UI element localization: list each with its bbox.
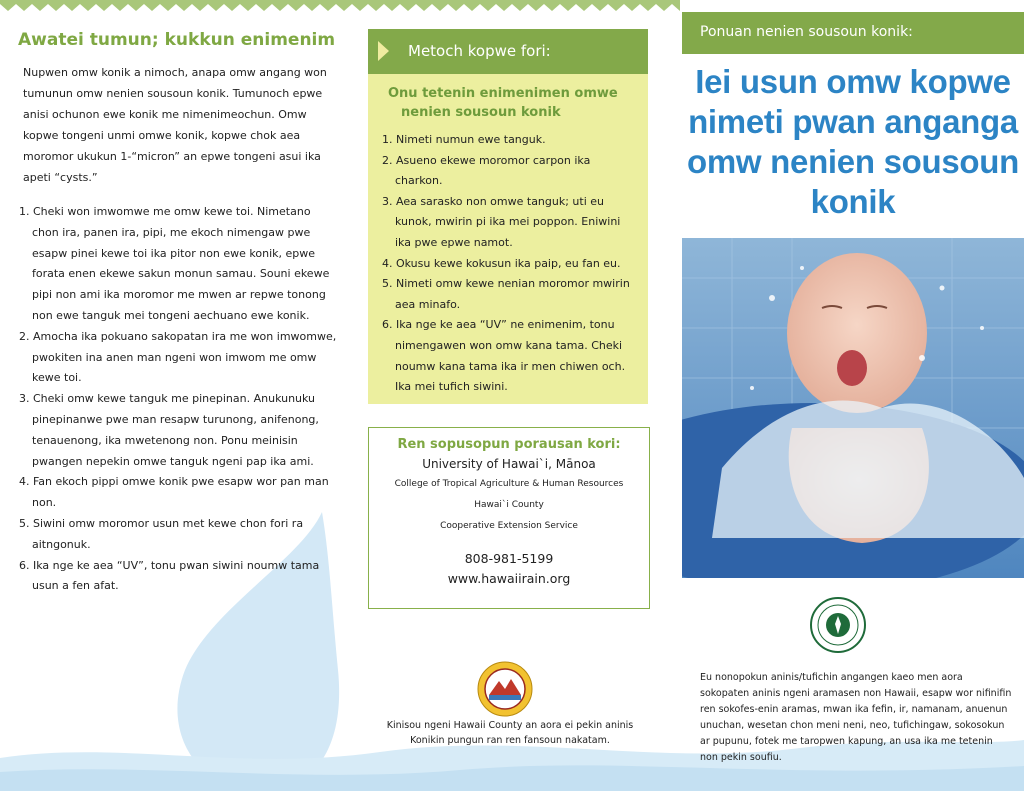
steps-box [368, 74, 648, 404]
right-banner-label: Ponuan nenien sousoun konik: [700, 24, 913, 40]
list-item: 3. Cheki omw kewe tanguk me pinepinan. Anukunuku pinepinanwe pwe man resapw turunong, anifenong, tenauenong, ika mwetenong non. Ponu meinisin pwangen nepekin omwe tanguk ngeni pap ika ami. [19, 392, 319, 468]
steps-heading-line2: nenien sousoun konik [401, 105, 561, 120]
arrow-right-icon [378, 41, 389, 61]
list-item: 5. Siwini omw moromor usun met kewe chon fori ra aitngonuk. [19, 516, 304, 551]
service-name: Cooperative Extension Service [440, 521, 578, 531]
list-item: 6. Ika nge ke aea “UV” ne enimenim, tonu nimengawen won omw kana tama. Cheki noumw kana tama ika ir men chiwen och. Ika mei tufich siwini. [382, 318, 626, 394]
list-item: 5. Nimeti omw kewe nenian moromor mwirin aea minafo. [382, 277, 630, 311]
college-name: College of Tropical Agriculture & Human Resources [394, 479, 624, 489]
steps-list [382, 130, 634, 398]
steps-tab [368, 29, 648, 74]
contact-heading: Ren sopusopun porausan kori: [397, 437, 621, 452]
university-seal-icon [810, 597, 866, 653]
list-item: 6. Ika nge ke aea “UV”, tonu pwan siwini noumw tama usun a fen afat. [19, 558, 320, 593]
website-link[interactable]: www.hawaiirain.org [447, 571, 571, 586]
zigzag-border [0, 0, 680, 12]
left-heading: Awatei tumun; kukkun enimenim [18, 30, 336, 50]
steps-heading-line1: Onu tetenin enimenimen omwe [388, 86, 618, 101]
county-name: Hawai`i County [474, 500, 544, 510]
footer-note: Kinisou ngeni Hawaii County an aora ei pekin aninis Konikin pungun ran ren fansoun nakatam. [386, 720, 634, 746]
county-seal-icon [477, 661, 533, 717]
list-item: 1. Nimeti numun ewe tanguk. [382, 133, 546, 146]
list-item: 4. Okusu kewe kokusun ika paip, eu fan eu. [382, 256, 621, 270]
description-paragraph: Eu nonopokun aninis/tufichin angangen kaeo men aora sokopaten aninis ngeni aramasen non Hawaii, esapw wor nifinifin ren sokofes-enin aramas, mwan ika fefin, ir, namanam, anuenun unuchan, wesetan chon meni neni, neo, tufichingaw, sokosokun ar pupunu, fotek me taropwen kapung, an usa ika me tetenin non pekin soufiu. [700, 672, 1012, 763]
intro-paragraph: Nupwen omw konik a nimoch, anapa omw angang won tumunun omw nenien sousoun konik. Tumunoch epwe anisi ochunon ewe konik me nimenimeochun. Omw kopwe tongeni unmi omwe konik, kopwe chok aea moromor ukukun 1-“micron” an epwe tongeni asui ika apeti “cysts.” [23, 66, 327, 184]
steps-heading [382, 84, 634, 122]
contact-box [368, 427, 650, 609]
list-item: 2. Asueno ekewe moromor carpon ika charkon. [382, 153, 591, 188]
left-panel [18, 30, 338, 597]
list-item: 3. Aea sarasko non omwe tanguk; uti eu kunok, mwirin pi ika mei poppon. Eniwini ika pwe epwe namot. [382, 194, 621, 249]
list-item: 2. Amocha ika pokuano sakopatan ira me won imwomwe, pwokiten ina anen man ngeni won imwom me omw kewe toi. [19, 329, 337, 385]
steps-tab-label: Metoch kopwe fori: [408, 42, 551, 60]
maintenance-list [18, 202, 338, 597]
right-banner [682, 12, 1024, 54]
baby-bath-photo [682, 238, 1024, 578]
phone-number: 808-981-5199 [464, 551, 554, 566]
university-name: University of Hawai`i, Mānoa [422, 457, 596, 471]
list-item: 4. Fan ekoch pippi omwe konik pwe esapw wor pan man non. [19, 475, 329, 510]
brochure-title: Iei usun omw kopwe nimeti pwan anganga omw nenien sousoun konik [687, 63, 1019, 220]
list-item: 1. Cheki won imwomwe me omw kewe toi. Nimetano chon ira, panen ira, pipi, me ekoch nimengaw pwe esapw pinei kewe toi ika pitor non ewe konik, epwe forata enen ekewe sakun monun samau. Souni ekewe pipi non ami ika moromor me mwen ar repwe tonong non ewe tanguk mei tongeni aechuano ewe konik. [19, 205, 330, 322]
